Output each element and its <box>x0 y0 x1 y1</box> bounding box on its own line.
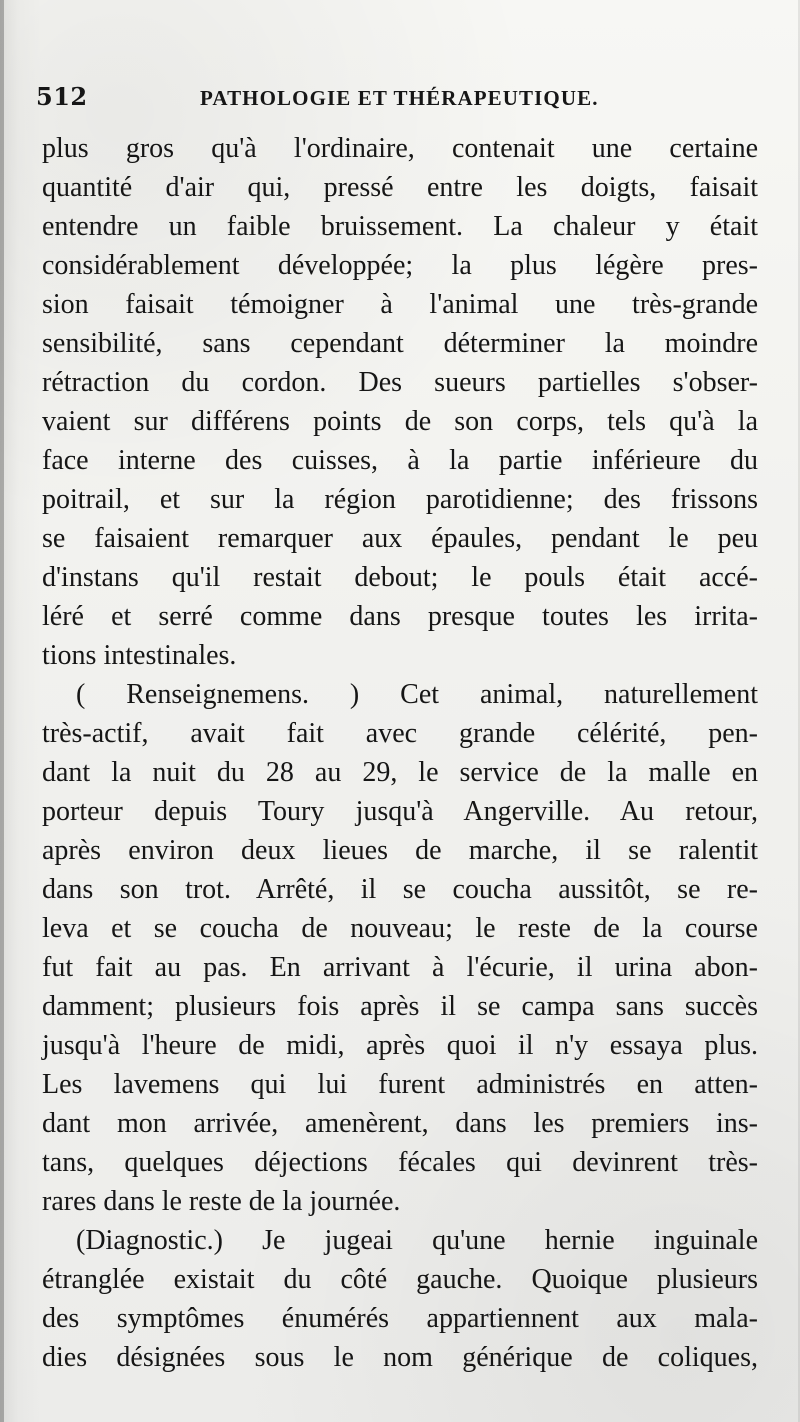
page-number: 512 <box>36 82 88 111</box>
text-line: très-actif, avait fait avec grande célérité, pen- <box>42 718 758 749</box>
text-line: se faisaient remarquer aux épaules, pendant le peu <box>42 523 758 554</box>
text-line: Les lavemens qui lui furent administrés en atten- <box>42 1069 758 1100</box>
text-line: vaient sur différens points de son corps, tels qu'à la <box>42 406 758 437</box>
text-line: léré et serré comme dans presque toutes les irrita- <box>42 601 758 632</box>
text-line: quantité d'air qui, pressé entre les doigts, faisait <box>42 172 758 203</box>
text-line: entendre un faible bruissement. La chaleur y était <box>42 211 758 242</box>
text-line: plus gros qu'à l'ordinaire, contenait une certaine <box>42 133 758 164</box>
text-line: sensibilité, sans cependant déterminer la moindre <box>42 328 758 359</box>
left-page-shadow <box>0 0 4 1422</box>
text-line: tans, quelques déjections fécales qui devinrent très- <box>42 1147 758 1178</box>
text-line: porteur depuis Toury jusqu'à Angerville. Au retour, <box>42 796 758 827</box>
text-line: jusqu'à l'heure de midi, après quoi il n'y essaya plus. <box>42 1030 758 1061</box>
text-line: rares dans le reste de la journée. <box>42 1186 401 1217</box>
text-line: des symptômes énumérés appartiennent aux mala- <box>42 1303 758 1334</box>
text-line: (Diagnostic.) Je jugeai qu'une hernie inguinale <box>76 1225 758 1256</box>
text-line: dies désignées sous le nom générique de coliques, <box>42 1342 758 1373</box>
text-line: considérablement développée; la plus légère pres- <box>42 250 758 281</box>
text-line: leva et se coucha de nouveau; le reste de la course <box>42 913 758 944</box>
text-line: sion faisait témoigner à l'animal une très-grande <box>42 289 758 320</box>
text-line: d'instans qu'il restait debout; le pouls était accé- <box>42 562 758 593</box>
text-line: dans son trot. Arrêté, il se coucha aussitôt, se re- <box>42 874 758 905</box>
text-line: dant la nuit du 28 au 29, le service de la malle en <box>42 757 758 788</box>
text-line: damment; plusieurs fois après il se campa sans succès <box>42 991 758 1022</box>
text-line: face interne des cuisses, à la partie inférieure du <box>42 445 758 476</box>
text-line: étranglée existait du côté gauche. Quoique plusieurs <box>42 1264 758 1295</box>
text-line: tions intestinales. <box>42 640 237 671</box>
text-line: après environ deux lieues de marche, il se ralentit <box>42 835 758 866</box>
text-line: ( Renseignemens. ) Cet animal, naturellement <box>76 679 758 710</box>
text-line: fut fait au pas. En arrivant à l'écurie, il urina abon- <box>42 952 758 983</box>
text-line: dant mon arrivée, amenèrent, dans les premiers ins- <box>42 1108 758 1139</box>
text-line: rétraction du cordon. Des sueurs partielles s'obser- <box>42 367 758 398</box>
text-line: poitrail, et sur la région parotidienne; des frissons <box>42 484 758 515</box>
running-head: PATHOLOGIE ET THÉRAPEUTIQUE. <box>200 86 599 110</box>
